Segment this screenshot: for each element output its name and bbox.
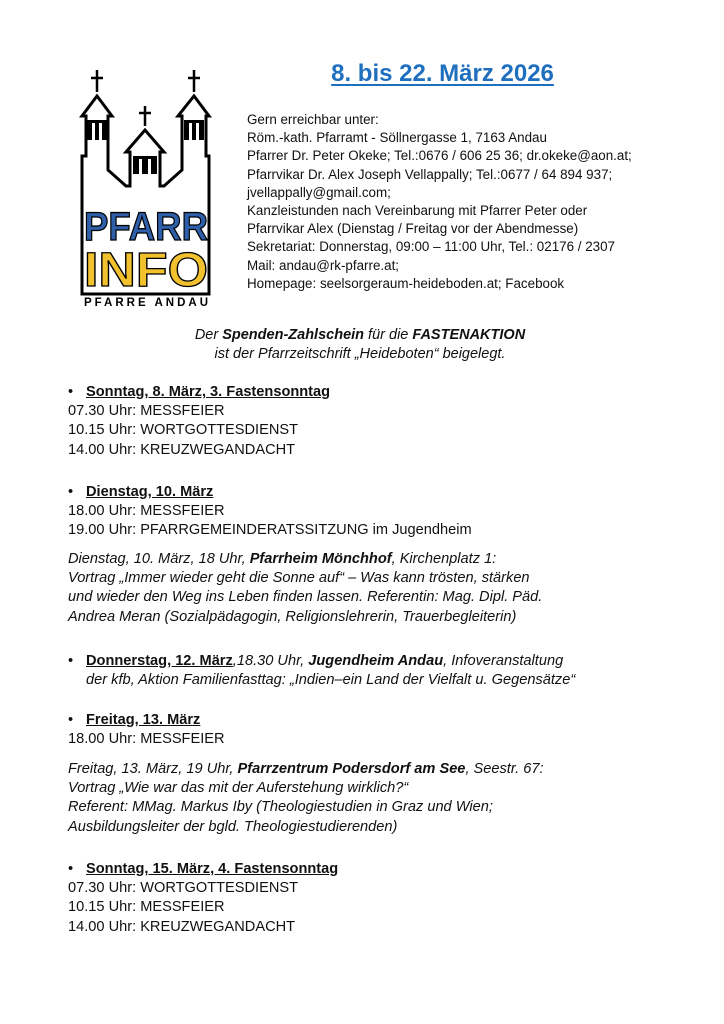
bullet-icon: • (68, 484, 74, 500)
page-title: 8. bis 22. März 2026 (331, 60, 554, 87)
talk-text: , Seestr. 67: (465, 761, 544, 777)
event-sunday-8 (68, 383, 698, 460)
talk-venue: Pfarrzentrum Podersdorf am See (237, 761, 466, 777)
contact-block (247, 111, 687, 293)
talk-text: und wieder den Weg ins Leben finden lassen. Referentin: Mag. Dipl. Päd. (68, 589, 543, 606)
event-tuesday-10 (68, 483, 698, 541)
contact-line: Röm.-kath. Pfarramt - Söllnergasse 1, 7163 Andau (247, 130, 547, 146)
event-heading: Sonntag, 15. März, 4. Fastensonntag (86, 861, 339, 877)
talk-text: Andrea Meran (Sozialpädagogin, Religionslehrerin, Trauerbegleiterin) (68, 608, 517, 625)
contact-line: Pfarrvikar Alex (Dienstag / Freitag vor der Abendmesse) (247, 221, 579, 237)
talk-text: Ausbildungsleiter der bgld. Theologiestudierenden) (68, 818, 398, 835)
talk-tuesday-10 (68, 550, 698, 627)
logo-caption: PFARRE ANDAU (84, 297, 208, 308)
event-text: der kfb, Aktion Familienfasttag: „Indien–ein Land der Vielfalt u. Gegensätze“ (86, 672, 576, 689)
event-friday-13 (68, 711, 698, 749)
event-item: 07.30 Uhr: WORTGOTTESDIENST (68, 880, 299, 897)
contact-line: Pfarrvikar Dr. Alex Joseph Vellappally; Tel.:0677 / 64 894 937; (247, 166, 613, 182)
pfarr-info-logo (78, 68, 214, 308)
notice-bold: FASTENAKTION (412, 327, 526, 343)
event-item: 19.00 Uhr: PFARRGEMEINDERATSSITZUNG im Jugendheim (68, 522, 472, 539)
event-text: , Infoveranstaltung (443, 653, 564, 669)
event-heading: Dienstag, 10. März (86, 484, 214, 500)
bullet-icon: • (68, 653, 74, 669)
event-item: 10.15 Uhr: MESSFEIER (68, 899, 225, 916)
talk-text: Vortrag „Wie war das mit der Auferstehung wirklich?“ (68, 780, 409, 797)
event-heading: Sonntag, 8. März, 3. Fastensonntag (86, 384, 331, 400)
notice-text: Der (194, 327, 223, 343)
contact-line: Gern erreichbar unter: (247, 112, 379, 127)
event-item: 18.00 Uhr: MESSFEIER (68, 503, 225, 520)
event-sunday-15 (68, 860, 698, 937)
logo-word-pfarr: PFARR (84, 205, 209, 249)
bullet-icon: • (68, 712, 74, 728)
contact-line: jvellappally@gmail.com; (247, 184, 391, 200)
contact-line: Sekretariat: Donnerstag, 09:00 – 11:00 Uhr, Tel.: 02176 / 2307 (247, 239, 615, 255)
notice-bold: Spenden-Zahlschein (222, 327, 365, 343)
talk-text: , Kirchenplatz 1: (391, 551, 497, 567)
talk-text: Referent: MMag. Markus Iby (Theologiestudien in Graz und Wien; (68, 799, 493, 816)
event-venue: Jugendheim Andau (308, 653, 444, 669)
talk-text: Vortrag „Immer wieder geht die Sonne auf“ – Was kann trösten, stärken (68, 570, 530, 587)
event-item: 14.00 Uhr: KREUZWEGANDACHT (68, 441, 296, 458)
event-item: 18.00 Uhr: MESSFEIER (68, 731, 225, 748)
notice-text: ist der Pfarrzeitschrift „Heideboten“ beigelegt. (214, 346, 506, 362)
contact-line: Mail: andau@rk-pfarre.at; (247, 257, 400, 273)
talk-venue: Pfarrheim Mönchhof (249, 551, 392, 567)
bullet-icon: • (68, 861, 74, 877)
contact-line: Kanzleistunden nach Vereinbarung mit Pfarrer Peter oder (247, 203, 588, 219)
event-heading: Donnerstag, 12. März (86, 653, 233, 669)
contact-line: Pfarrer Dr. Peter Okeke; Tel.:0676 / 606 25 36; dr.okeke@aon.at; (247, 148, 632, 164)
fastenaktion-notice (100, 326, 620, 364)
logo-word-info: INFO (84, 244, 208, 297)
talk-friday-13 (68, 760, 698, 837)
talk-text: Dienstag, 10. März, 18 Uhr, (68, 551, 250, 567)
event-item: 07.30 Uhr: MESSFEIER (68, 403, 225, 420)
contact-line: Homepage: seelsorgeraum-heideboden.at; Facebook (247, 275, 565, 291)
bullet-icon: • (68, 384, 74, 400)
event-item: 10.15 Uhr: WORTGOTTESDIENST (68, 422, 299, 439)
notice-text: für die (364, 327, 413, 343)
event-heading: Freitag, 13. März (86, 712, 201, 728)
event-item: 14.00 Uhr: KREUZWEGANDACHT (68, 918, 296, 935)
event-text: ,18.30 Uhr, (232, 653, 309, 669)
event-thursday-12 (68, 652, 698, 690)
talk-text: Freitag, 13. März, 19 Uhr, (68, 761, 238, 777)
